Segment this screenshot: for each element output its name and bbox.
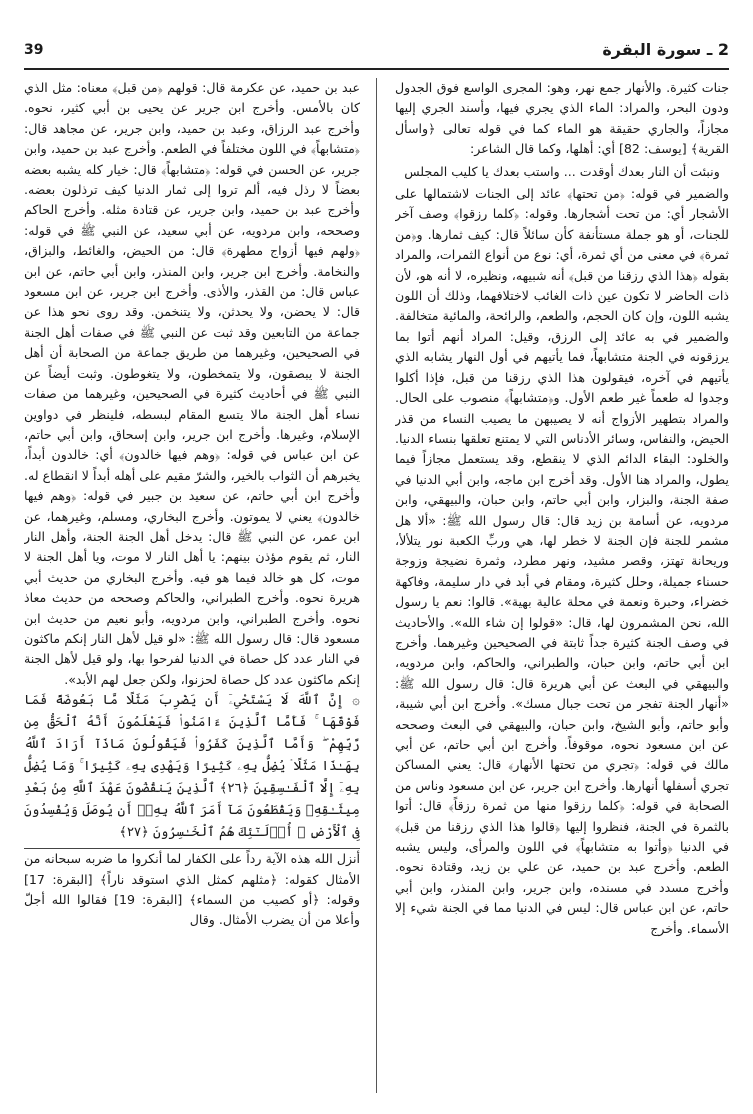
- header-rule: [24, 68, 729, 70]
- paragraph: جنات كثيرة. والأنهار جمع نهر، وهو: المجرى الواسع فوق الجدول ودون البحر، والمراد: الماء الذي يجري فيها، وأسند الجري إليها مجازاً، والجاري حقيقة هو الماء كما في قوله تعالى ﴿واسأل القرية﴾ [يوسف: 82] أي: أهلها، وكما قال الشاعر:: [395, 80, 729, 157]
- prose-bottom: أنزل الله هذه الآية رداً على الكفار لما أنكروا ما ضربه سبحانه من الأمثال كقوله: ﴿مثلهم كمثل الذي استوقد ناراً﴾ [البقرة: 17] وقوله: ﴿أو كصيب من السماء﴾ [البقرة: 19] فقالوا الله أجلّ وأعلا من أن يضرب الأمثال. وقال: [24, 851, 360, 928]
- paragraph: والضمير في قوله: ﴿من تحتها﴾ عائد إلى الجنات لاشتمالها على الأشجار أي: من تحت أشجارها. وقوله: ﴿كلما رزقوا﴾ وصف آخر للجنات، أو هو جملة مستأنفة كأن سائلاً قال: كيف ثمارها. و﴿من ثمرة﴾ في معنى من أي ثمرة، أي: نوع من أنواع الثمرات، والمراد بقوله ﴿هذا الذي رزقنا من قبل﴾ أنه شبيهه، ونظيره، لا أنه هو، لأن ذات الحاضر لا تكون عين ذات الغائب لاختلافهما، وذلك أن اللون يشبه اللون، وإن كان الحجم، والطعم، والرائحة، والمائية متخالفة. والضمير في به عائد إلى الرزق، وقيل: المراد أنهم أتوا بما يرزقونه في الجنة متشابهاً، فما يأتيهم في أول النهار يشابه الذي يأتيهم في آخره، فيقولون هذا الذي رزقنا من قبل، فإذا أكلوا وجدوا له طعماً غير طعم الأول. و﴿متشابهاً﴾ منصوب على الحال. والمراد بتطهير الأزواج أنه لا يصيبهن ما يصيب النساء من قذر الحيض، والنفاس، وسائر الأدناس التي لا يمتنع تعلقها بنساء الدنيا. والخلود: البقاء الدائم الذي لا ينقطع، وقد يستعمل مجازاً فيما يطول، والمراد هنا الأول. وقد أخرج ابن ماجه، وابن أبي الدنيا في صفة الجنة، والبزار، وابن أبي حاتم، وابن حبان، والبيهقي، وابن مردويه، عن أسامة بن زيد قال: قال رسول الله ﷺ: «ألا هل مشمر للجنة فإن الجنة لا خطر لها، هي وربِّ الكعبة نور يتلألأ، وريحانة تهتز، وقصر مشيد، ونهر مطرد، وثمرة نضيجة وزوجة حسناء جميلة، وحلل كثيرة، ومقام في أبد في دار سليمة، وفاكهة خضراء، وحبرة ونعمة في محلة عالية بهية». قالوا: نعم يا رسول الله، نحن المشمرون لها، قال: «قولوا إن شاء الله». والأحاديث في وصف الجنة كثيرة جداً ثابتة في الصحيحين وغيرهما. وأخرج ابن أبي حاتم، وابن حبان، والطبراني، والحاكم، وابن مردويه، والبيهقي في البعث عن أبي هريرة قال: قال رسول الله ﷺ: «أنهار الجنة تفجر من تحت جبال مسك». وأخرج ابن أبي شيبة، وأبو حاتم، وأبو الشيخ، وابن حبان، والبيهقي في البعث وصححه عن ابن مسعود نحوه، موقوفاً. وأخرج ابن أبي حاتم، عن أبي مالك في قوله: ﴿تجري من تحتها الأنهار﴾ قال: يعني المساكن تجري أسفلها أنهارها. وأخرج ابن جرير، عن ابن مسعود وناس من الصحابة في قوله: ﴿كلما رزقوا منها من ثمرة رزقاً﴾ قال: أتوا بالثمرة في الجنة، فنظروا إليها ﴿قالوا هذا الذي رزقنا من قبل﴾ في الدنيا ﴿وأتوا به متشابهاً﴾ في اللون والمرأى، وليس يشبه الطعم. وأخرج عبد بن حميد، عن علي بن زيد، وقتادة نحوه. وأخرج مسدد في مسنده، وابن جرير، وابن المنذر، وابن أبي حاتم، عن ابن عباس قال: ليس في الدنيا مما في الجنة شيء إلا الأسماء. وأخرج: [395, 186, 729, 936]
- quran-verses: ۞ إِنَّ ٱللَّهَ لَا يَسْتَحْىِۦٓ أَن يَضْرِبَ مَثَلًا مَّا بَعُوضَةً فَمَا فَوْقَهَا ۚ فَأَمَّا ٱلَّذِينَ ءَامَنُوا۟ فَيَعْلَمُونَ أَنَّهُ ٱلْحَقُّ مِن رَّبِّهِمْ ۖ وَأَمَّا ٱلَّذِينَ كَفَرُوا۟ فَيَقُولُونَ مَاذَآ أَرَادَ ٱللَّهُ بِهَـٰذَا مَثَلًا ۘ يُضِلُّ بِهِۦ كَثِيرًا وَيَهْدِى بِهِۦ كَثِيرًا ۚ وَمَا يُضِلُّ بِهِۦٓ إِلَّا ٱلْفَـٰسِقِينَ ﴿٢٦﴾ ٱلَّذِينَ يَنقُضُونَ عَهْدَ ٱللَّهِ مِنۢ بَعْدِ مِيثَـٰقِهِۦ وَيَقْطَعُونَ مَآ أَمَرَ ٱللَّهُ بِهِۦٓ أَن يُوصَلَ وَيُفْسِدُونَ فِى ٱلْأَرْضِ ۚ أُو۟لَـٰٓئِكَ هُمُ ٱلْخَـٰسِرُونَ ﴿٢٧﴾: [24, 690, 360, 849]
- poetry-line: ونبئت أن النار بعدك أوقدت ... واستب بعدك يا كليب المجلس: [404, 163, 720, 179]
- left-column: [24, 78, 360, 1098]
- right-column: [395, 78, 729, 1098]
- surah-title: 2 ـ سورة البقرة: [602, 40, 729, 59]
- prose-top: عبد بن حميد، عن عكرمة قال: قولهم ﴿من قبل﴾ معناه: مثل الذي كان بالأمس. وأخرج ابن جرير عن يحيى بن أبي كثير، نحوه. وأخرج عبد الرزاق، وعبد بن حميد، وابن جرير، عن مجاهد قال: ﴿متشابهاً﴾ في اللون مختلفاً في الطعم. وأخرج عبد بن حميد، وابن جرير، عن الحسن في قوله: ﴿متشابهاً﴾ قال: خيار كله يشبه بعضه بعضاً لا رذل فيه، ألم تروا إلى ثمار الدنيا كيف ترذلون بعضه. وأخرج عبد بن حميد، وابن جرير، عن قتادة مثله. وأخرج الحاكم وصححه، وابن مردويه، عن أبي سعيد، عن النبي ﷺ في قوله: ﴿ولهم فيها أزواج مطهرة﴾ قال: من الحيض، والغائط، والبزاق، والنخامة. وأخرج ابن جرير، وابن المنذر، وابن أبي حاتم، عن ابن عباس قال: من القذر، والأذى. وأخرج ابن جرير، عن ابن مسعود قال: لا يحضن، ولا يحدثن، ولا يتنخمن. وقد روى نحو هذا عن جماعة من التابعين وقد ثبت عن النبي ﷺ في صفات أهل الجنة في الصحيحين، وغيرهما من طريق جماعة من الصحابة أن أهل الجنة لا يبصقون، ولا يتمخطون، ولا يتغوطون. وثبت أيضاً عن النبي ﷺ في أحاديث كثيرة في الصحيحين، وغيرهما من صفات نساء أهل الجنة مالا يتسع المقام لبسطه، فلينظر في دواوين الإسلام، وغيرها. وأخرج ابن جرير، وابن إسحاق، وابن أبي حاتم، عن ابن عباس في قوله: ﴿وهم فيها خالدون﴾ أي: خالدون أبداً، يخبرهم أن الثواب بالخير، والشرّ مقيم على أهله أبداً لا انقطاع له. وأخرج ابن أبي حاتم، عن سعيد بن جبير في قوله: ﴿وهم فيها خالدون﴾ يعني لا يموتون. وأخرج البخاري، ومسلم، وغيرهما، عن ابن عمر، عن النبي ﷺ قال: يدخل أهل الجنة الجنة، وأهل النار النار، ثم يقوم مؤذن بينهم: يا أهل النار لا موت، ويا أهل الجنة لا موت، كل هو خالد فيما هو فيه. وأخرج البخاري من حديث أبي هريرة نحوه. وأخرج الطبراني، والحاكم وصححه من حديث معاذ نحوه. وأخرج الطبراني، وابن مردويه، وأبو نعيم من حديث ابن مسعود قال: قال رسول الله ﷺ: «لو قيل لأهل النار إنكم ماكثون في النار عدد كل حصاة في الدنيا لفرحوا بها، ولو قيل لأهل الجنة إنكم ماكثون عدد كل حصاة لحزنوا، ولكن جعل لهم الأبد».: [24, 80, 360, 687]
- column-divider: [376, 78, 377, 1093]
- page-header: [24, 40, 729, 66]
- page-number: 39: [24, 42, 44, 58]
